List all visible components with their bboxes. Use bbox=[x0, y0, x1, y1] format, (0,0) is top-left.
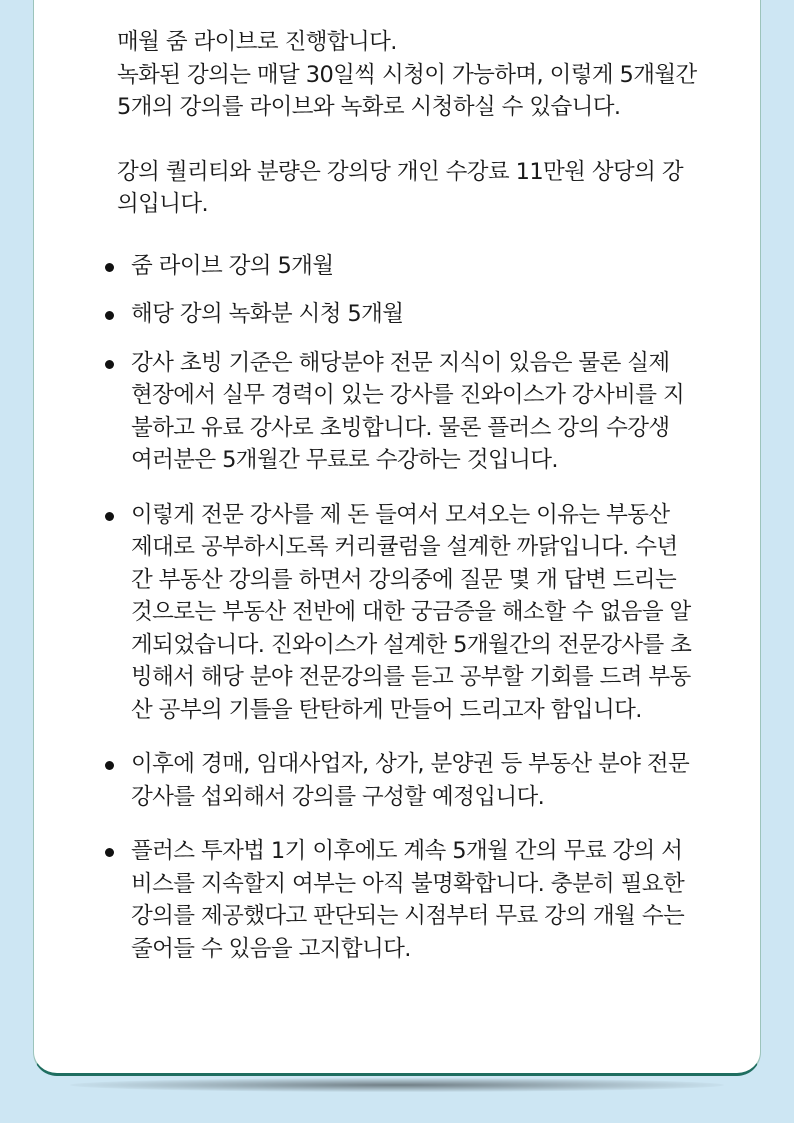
bullet-icon bbox=[105, 360, 114, 369]
list-item bbox=[117, 499, 757, 727]
bullet-icon bbox=[105, 761, 114, 770]
list-item bbox=[117, 347, 757, 477]
text-line: 강의를 제공했다고 판단되는 시점부터 무료 강의 개월 수는 bbox=[131, 903, 685, 929]
bullet-icon bbox=[105, 263, 114, 272]
text-line: 빙해서 해당 분야 전문강의를 듣고 공부할 기회를 드려 부동 bbox=[131, 664, 691, 690]
list-item bbox=[117, 835, 757, 965]
bullet-icon bbox=[105, 848, 114, 857]
text-line: 강의 퀄리티와 분량은 강의당 개인 수강료 11만원 상당의 강 bbox=[117, 158, 683, 185]
bullet-icon bbox=[105, 512, 114, 521]
text-line: 여러분은 5개월간 무료로 수강하는 것입니다. bbox=[131, 447, 558, 473]
text-line: 5개의 강의를 라이브와 녹화로 시청하실 수 있습니다. bbox=[117, 94, 621, 120]
text-line: 강사를 섭외해서 강의를 구성할 예정입니다. bbox=[131, 783, 545, 810]
text-line: 의입니다. bbox=[117, 191, 209, 217]
intro-paragraph-quality bbox=[117, 156, 757, 221]
card-shadow bbox=[70, 1078, 724, 1092]
list-item bbox=[117, 250, 757, 283]
text-line: 매월 줌 라이브로 진행합니다. bbox=[117, 29, 397, 55]
bullet-icon bbox=[105, 311, 114, 320]
text-line: 것으로는 부동산 전반에 대한 궁금증을 해소할 수 없음을 알 bbox=[131, 599, 691, 625]
intro-paragraph-schedule bbox=[117, 26, 757, 124]
text-line: 녹화된 강의는 매달 30일씩 시청이 가능하며, 이렇게 5개월간 bbox=[117, 61, 697, 88]
list-item bbox=[117, 298, 757, 331]
text-line: 강사 초빙 기준은 해당분야 전문 지식이 있음은 물론 실제 bbox=[131, 349, 670, 376]
text-line: 현장에서 실무 경력이 있는 강사를 진와이스가 강사비를 지 bbox=[131, 382, 685, 408]
text-line: 제대로 공부하시도록 커리큘럼을 설계한 까닭입니다. 수년 bbox=[131, 534, 678, 560]
text-line: 줄어들 수 있음을 고지합니다. bbox=[131, 935, 411, 962]
text-line: 간 부동산 강의를 하면서 강의중에 질문 몇 개 답변 드리는 bbox=[131, 566, 677, 593]
list-item bbox=[117, 748, 757, 813]
text-line: 게되었습니다. 진와이스가 설계한 5개월간의 전문강사를 초 bbox=[131, 631, 692, 658]
text-line: 불하고 유료 강사로 초빙합니다. 물론 플러스 강의 수강생 bbox=[131, 414, 670, 441]
benefit-list bbox=[117, 250, 757, 966]
text-line: 비스를 지속할지 여부는 아직 불명확합니다. 충분히 필요한 bbox=[131, 870, 685, 897]
text-line: 해당 강의 녹화분 시청 5개월 bbox=[131, 301, 404, 327]
document-body bbox=[117, 26, 757, 985]
content-card bbox=[33, 0, 761, 1076]
text-line: 줌 라이브 강의 5개월 bbox=[131, 252, 334, 279]
text-line: 플러스 투자법 1기 이후에도 계속 5개월 간의 무료 강의 서 bbox=[131, 838, 683, 864]
text-line: 이렇게 전문 강사를 제 돈 들여서 모셔오는 이유는 부동산 bbox=[131, 501, 670, 528]
text-line: 이후에 경매, 임대사업자, 상가, 분양권 등 부동산 분야 전문 bbox=[131, 751, 690, 777]
text-line: 산 공부의 기틀을 탄탄하게 만들어 드리고자 함입니다. bbox=[131, 696, 642, 723]
